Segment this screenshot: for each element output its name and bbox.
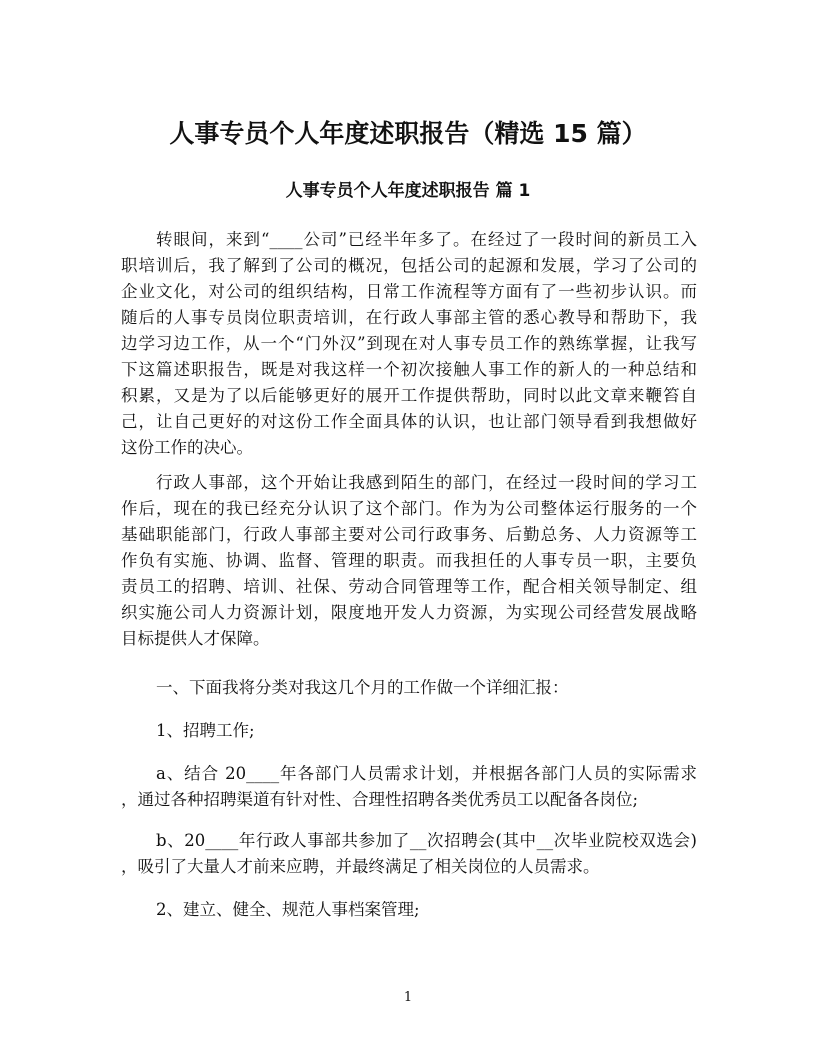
text-line: 2、建立、健全、规范人事档案管理; — [156, 900, 420, 919]
paragraph — [121, 897, 697, 923]
text-line: 己，让自己更好的对这份工作全面具体的认识，也让部门领导看到我想做好 — [121, 412, 697, 431]
paragraph — [121, 675, 697, 701]
text-line: 责员工的招聘、培训、社保、劳动合同管理等工作，配合相关领导制定、组 — [121, 577, 697, 596]
text-line: 基础职能部门，行政人事部主要对公司行政事务、后勤总务、人力资源等工 — [121, 525, 697, 544]
text-line: 转眼间，来到“____公司”已经半年多了。在经过了一段时间的新员工入 — [156, 230, 697, 249]
text-line: ，通过各种招聘渠道有针对性、合理性招聘各类优秀员工以配备各岗位; — [121, 790, 639, 809]
text-line: 随后的人事专员岗位职责培训，在行政人事部主管的悉心教导和帮助下，我 — [121, 308, 697, 327]
section-heading: 人事专员个人年度述职报告 篇 1 — [285, 181, 531, 201]
text-line: 积累，又是为了以后能够更好的展开工作提供帮助，同时以此文章来鞭笞自 — [121, 386, 697, 405]
paragraph — [121, 470, 697, 652]
text-line: a、结合 20____年各部门人员需求计划，并根据各部门人员的实际需求 — [156, 764, 697, 783]
text-line: 边学习边工作，从一个“门外汉”到现在对人事专员工作的熟练掌握，让我写 — [121, 334, 697, 353]
text-line: 织实施公司人力资源计划，限度地开发人力资源，为实现公司经营发展战略 — [121, 603, 697, 622]
text-line: 一、下面我将分类对我这几个月的工作做一个详细汇报： — [156, 678, 569, 697]
paragraph — [121, 227, 697, 461]
text-line: 1、招聘工作; — [156, 721, 255, 740]
paragraph — [121, 718, 697, 744]
text-line: 职培训后，我了解到了公司的概况，包括公司的起源和发展，学习了公司的 — [121, 256, 697, 275]
text-line: 作后，现在的我已经充分认识了这个部门。作为为公司整体运行服务的一个 — [121, 499, 697, 518]
paragraph — [121, 828, 697, 880]
text-line: 下这篇述职报告，既是对我这样一个初次接触人事工作的新人的一种总结和 — [121, 360, 697, 379]
text-line: 作负有实施、协调、监督、管理的职责。而我担任的人事专员一职，主要负 — [121, 551, 697, 570]
text-line: 这份工作的决心。 — [121, 438, 253, 457]
text-line: 行政人事部，这个开始让我感到陌生的部门，在经过一段时间的学习工 — [156, 473, 697, 492]
text-line: 目标提供人才保障。 — [121, 629, 270, 648]
text-line: 企业文化，对公司的组织结构，日常工作流程等方面有了一些初步认识。而 — [121, 282, 697, 301]
text-line: b、20____年行政人事部共参加了__次招聘会(其中__次毕业院校双选会) — [156, 831, 697, 850]
document-title: 人事专员个人年度述职报告（精选 15 篇） — [169, 119, 647, 148]
paragraph — [121, 761, 697, 813]
page-number: 1 — [403, 990, 413, 1005]
text-line: ，吸引了大量人才前来应聘，并最终满足了相关岗位的人员需求。 — [121, 857, 600, 876]
